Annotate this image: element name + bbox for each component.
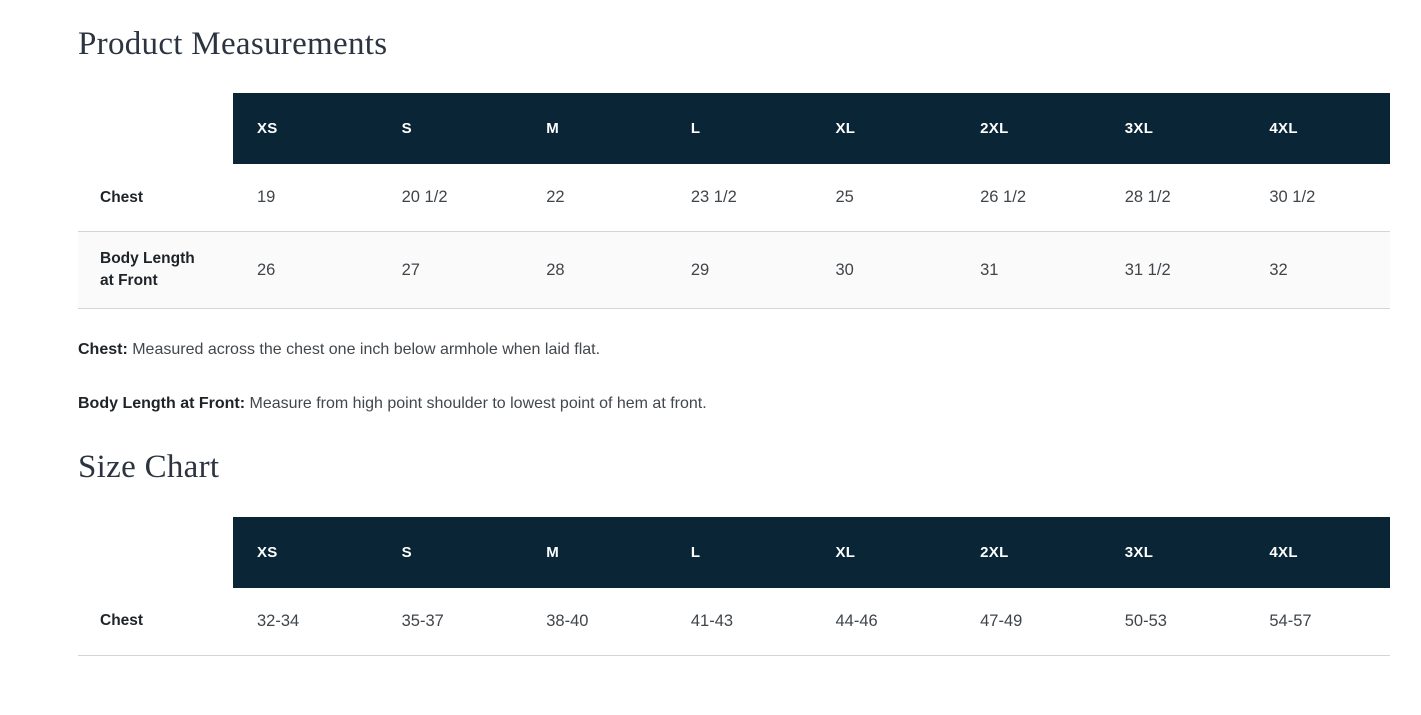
size-chart-header-row	[78, 517, 1390, 588]
size-chart-chest-l: 41-43	[690, 611, 734, 630]
body-length-value-2xl: 31	[980, 260, 999, 279]
size-chart-chest-s: 35-37	[401, 611, 444, 630]
row-label-chest: Chest	[100, 188, 144, 206]
size-chart-header-3xl: 3XL	[1101, 517, 1246, 588]
size-chart-header-2xl: 2XL	[956, 517, 1101, 588]
chest-value-2xl: 26 1/2	[980, 188, 1026, 207]
size-header-m: M	[522, 93, 667, 164]
size-chart-chest-xs: 32-34	[257, 611, 300, 630]
chest-value-3xl: 28 1/2	[1124, 188, 1171, 207]
chest-note-term: Chest:	[78, 341, 128, 359]
row-label-body-length: Body Length at Front	[100, 250, 195, 290]
chest-value-xl: 25	[835, 188, 854, 207]
page-content	[78, 0, 1390, 656]
body-length-note-term: Body Length at Front:	[78, 395, 246, 413]
size-chart-header-m: M	[522, 517, 667, 588]
body-length-value-4xl: 32	[1269, 260, 1288, 279]
size-chart-row-chest	[78, 588, 1390, 656]
size-chart-header-4xl: 4XL	[1245, 517, 1390, 588]
corner-header-cell	[78, 93, 233, 164]
body-length-value-l: 29	[690, 260, 710, 279]
size-chart-chest-3xl: 50-53	[1124, 611, 1167, 630]
product-measurements-section	[78, 24, 1390, 415]
chest-value-l: 23 1/2	[690, 188, 737, 207]
chest-value-s: 20 1/2	[401, 188, 448, 207]
size-chart-title: Size Chart	[78, 449, 220, 486]
size-header-row	[78, 93, 1390, 164]
size-header-xs: XS	[233, 93, 378, 164]
body-length-value-3xl: 31 1/2	[1124, 260, 1171, 279]
size-header-2xl: 2XL	[956, 93, 1101, 164]
table-row-chest	[78, 164, 1390, 232]
size-chart-header-xl: XL	[812, 517, 957, 588]
body-length-note-text: Measure from high point shoulder to lowest point of hem at front.	[245, 395, 707, 413]
size-header-s: S	[378, 93, 523, 164]
size-chart-chest-xl: 44-46	[835, 611, 878, 630]
size-header-4xl: 4XL	[1245, 93, 1390, 164]
product-measurements-title: Product Measurements	[78, 26, 388, 62]
size-header-xl: XL	[812, 93, 957, 164]
size-chart-header-l: L	[667, 517, 812, 588]
body-length-value-xs: 26	[257, 260, 276, 279]
size-chart-chest-4xl: 54-57	[1269, 611, 1312, 630]
size-chart-chest-2xl: 47-49	[980, 611, 1023, 630]
table-row-body-length	[78, 232, 1390, 309]
size-chart-table	[78, 517, 1390, 656]
chest-note	[78, 339, 1390, 361]
size-chart-header-xs: XS	[233, 517, 378, 588]
body-length-note	[78, 393, 1390, 415]
body-length-value-s: 27	[401, 260, 420, 279]
body-length-value-m: 28	[546, 260, 565, 279]
size-header-l: L	[667, 93, 812, 164]
chest-value-m: 22	[546, 188, 565, 207]
measurement-notes	[78, 339, 1390, 415]
size-chart-header-s: S	[378, 517, 523, 588]
size-header-3xl: 3XL	[1101, 93, 1246, 164]
size-chart-corner-header-cell	[78, 517, 233, 588]
size-chart-section	[78, 447, 1390, 655]
body-length-value-xl: 30	[835, 260, 854, 279]
chest-note-text: Measured across the chest one inch below armhole when laid flat.	[127, 341, 601, 359]
size-chart-chest-m: 38-40	[546, 611, 589, 630]
product-measurements-table	[78, 93, 1390, 309]
size-chart-row-label-chest: Chest	[100, 612, 144, 629]
chest-value-xs: 19	[257, 188, 276, 207]
chest-value-4xl: 30 1/2	[1269, 188, 1316, 207]
